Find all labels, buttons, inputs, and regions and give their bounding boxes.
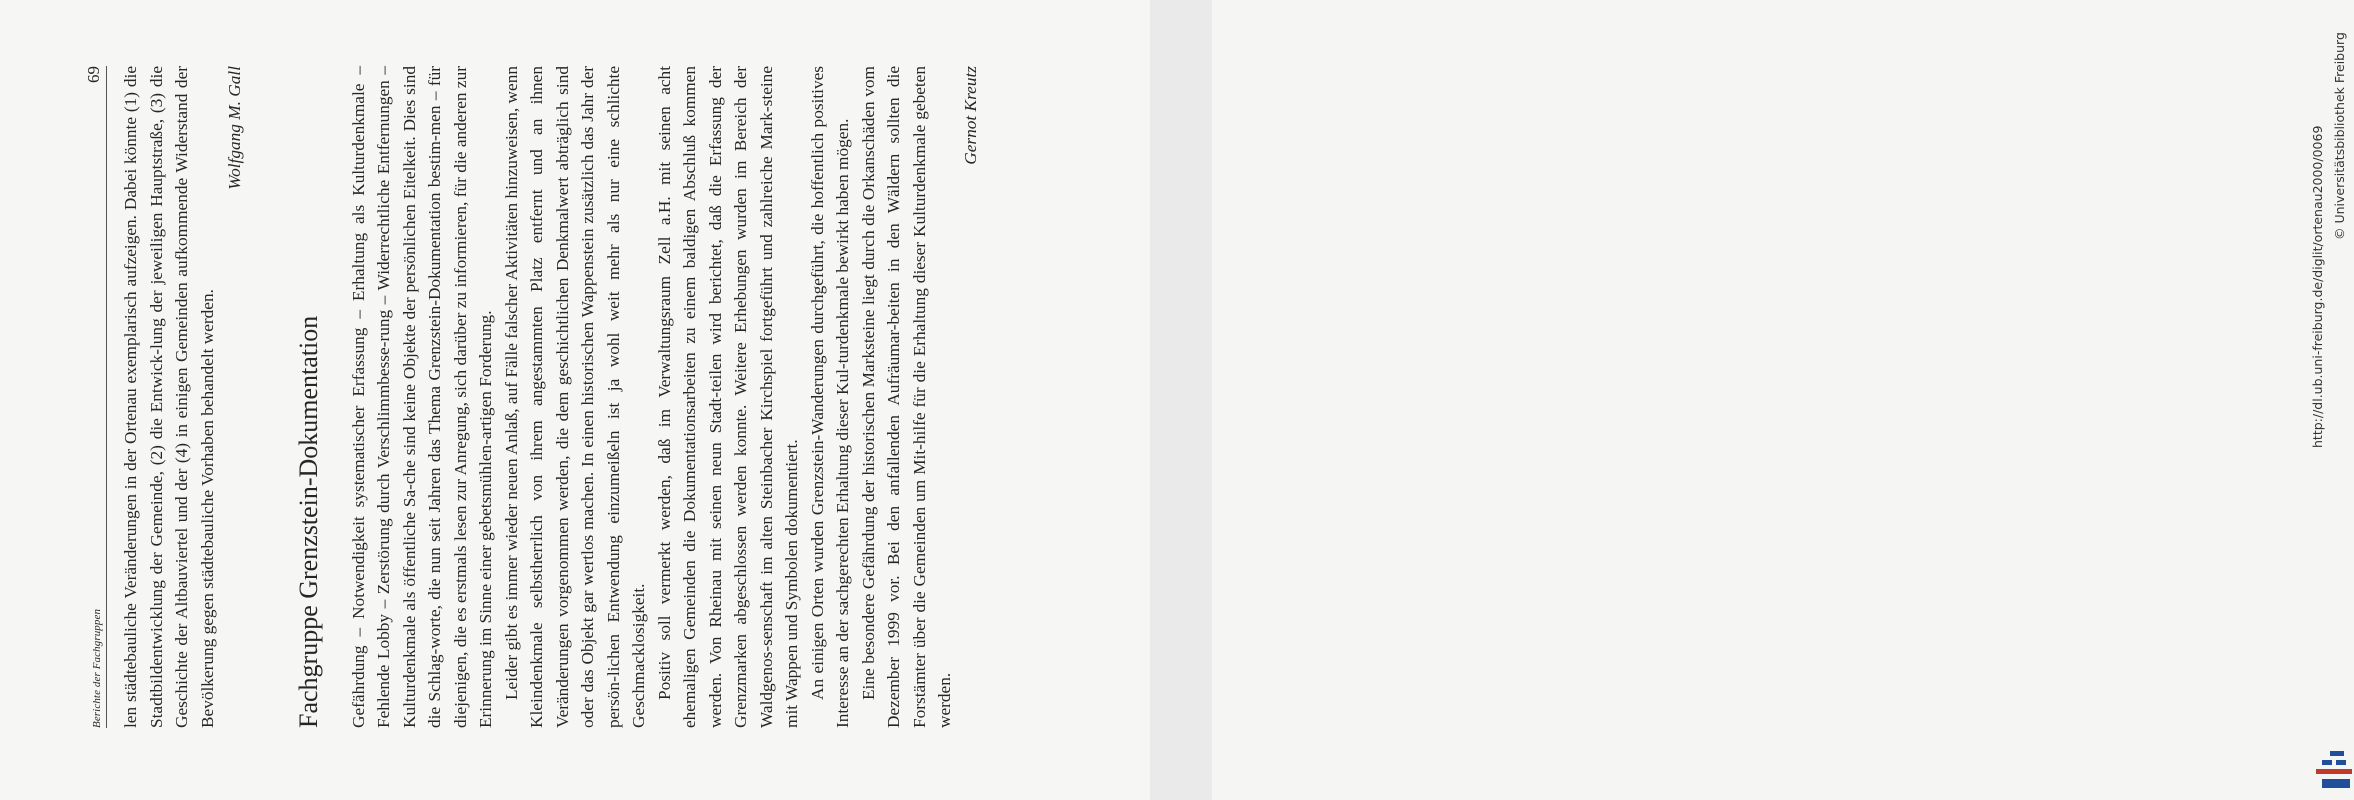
section-paragraph-3: Positiv soll vermerkt werden, daß im Verwaltungsraum Zell a.H. mit seinen acht ehemaligen Gemeinden die Dokumentationsarbeiten zu einem baldigen Abschluß kommen werden. Von Rheinau mit seinen neun Stadt-teilen wird berichtet, daß die Erfassung der Grenzmarken abgeschlossen werden konnte. Weitere Erhebungen wurden im Bereich der Waldgenos-senschaft im alten Steinbacher Kirchspiel fortgeführt und zahlreiche Mark-steine mit Wappen und Symbolen dokumentiert. [654,66,801,728]
source-url[interactable]: http://dl.ub.uni-freiburg.de/diglit/ortenau2000/0069 [2310,125,2325,448]
intro-signature: Wolfgang M. Gall [225,66,244,190]
running-head-title: Berichte der Fachgruppen [91,608,103,728]
copyright-notice: © Universitätsbibliothek Freiburg [2332,32,2347,240]
section-paragraph-4: An einigen Orten wurden Grenzstein-Wanderungen durchgeführt, die hoffentlich positives Interesse an der sachgerechten Erhaltung dieser Kul-turdenkmale bewirkt haben mögen. [807,66,852,728]
section-signature: Gernot Kreutz [960,66,980,165]
university-library-logo-icon [2312,742,2354,792]
book-page [0,0,1150,800]
section-paragraph-5: Eine besondere Gefährdung der historischen Marksteine liegt durch die Orkanschäden vom Dezember 1999 vor. Bei den anfallenden Aufräumar-beiten in den Wäldern sollten die Forstämter über die Gemeinden um Mit-hilfe für die Erhaltung dieser Kulturdenkmale gebeten werden. [858,66,954,728]
page-body [118,66,983,728]
page-number: 69 [84,66,103,83]
section-heading: Fachgruppe Grenzstein-Dokumentation [293,315,323,728]
running-header [78,66,107,728]
section-paragraph-1: Gefährdung – Notwendigkeit systematischer Erfassung – Erhaltung als Kulturdenkmale – Fehlende Lobby – Zerstörung durch Verschlimmbesse-rung – Widerrechtliche Entfernungen – Kulturdenkmale als öffentliche Sa-che sind keine Objekte der persönlichen Eitelkeit. Dies sind die Schlag-worte, die nun seit Jahren das Thema Grenzstein-Dokumentation bestim-men – für diejenigen, die es erstmals lesen zur Anregung, sich darüber zu informieren, für die anderen zur Erinnerung im Sinne einer gebetsmühlen-artigen Forderung. [348,66,495,728]
section-paragraph-2: Leider gibt es immer wieder neuen Anlaß, auf Fälle falscher Aktivitäten hinzuweisen, wenn Kleindenkmale selbstherrlich von ihrem angestammten Platz entfernt und an ihnen Veränderungen vorgenommen werden, die dem geschichtlichen Denkmalwert abträglich sind oder das Objekt gar wertlos machen. In einen historischen Wappenstein zusätzlich das Jahr der persön-lichen Entwendung einzumeißeln ist ja wohl weit mehr als nur eine schlichte Geschmacklosigkeit. [501,66,648,728]
digitization-margin [1150,0,2347,800]
intro-paragraph: len städtebauliche Veränderungen in der Ortenau exemplarisch aufzeigen. Dabei könnte (1) die Stadtbildentwicklung der Gemeinde, (2) die Entwick-lung der jeweiligen Hauptstraße, (3) die Geschichte der Altbauviertel und der (4) in einigen Gemeinden aufkommende Widerstand der Bevölkerung gegen städtebauliche Vorhaben behandelt werden. [121,66,217,728]
